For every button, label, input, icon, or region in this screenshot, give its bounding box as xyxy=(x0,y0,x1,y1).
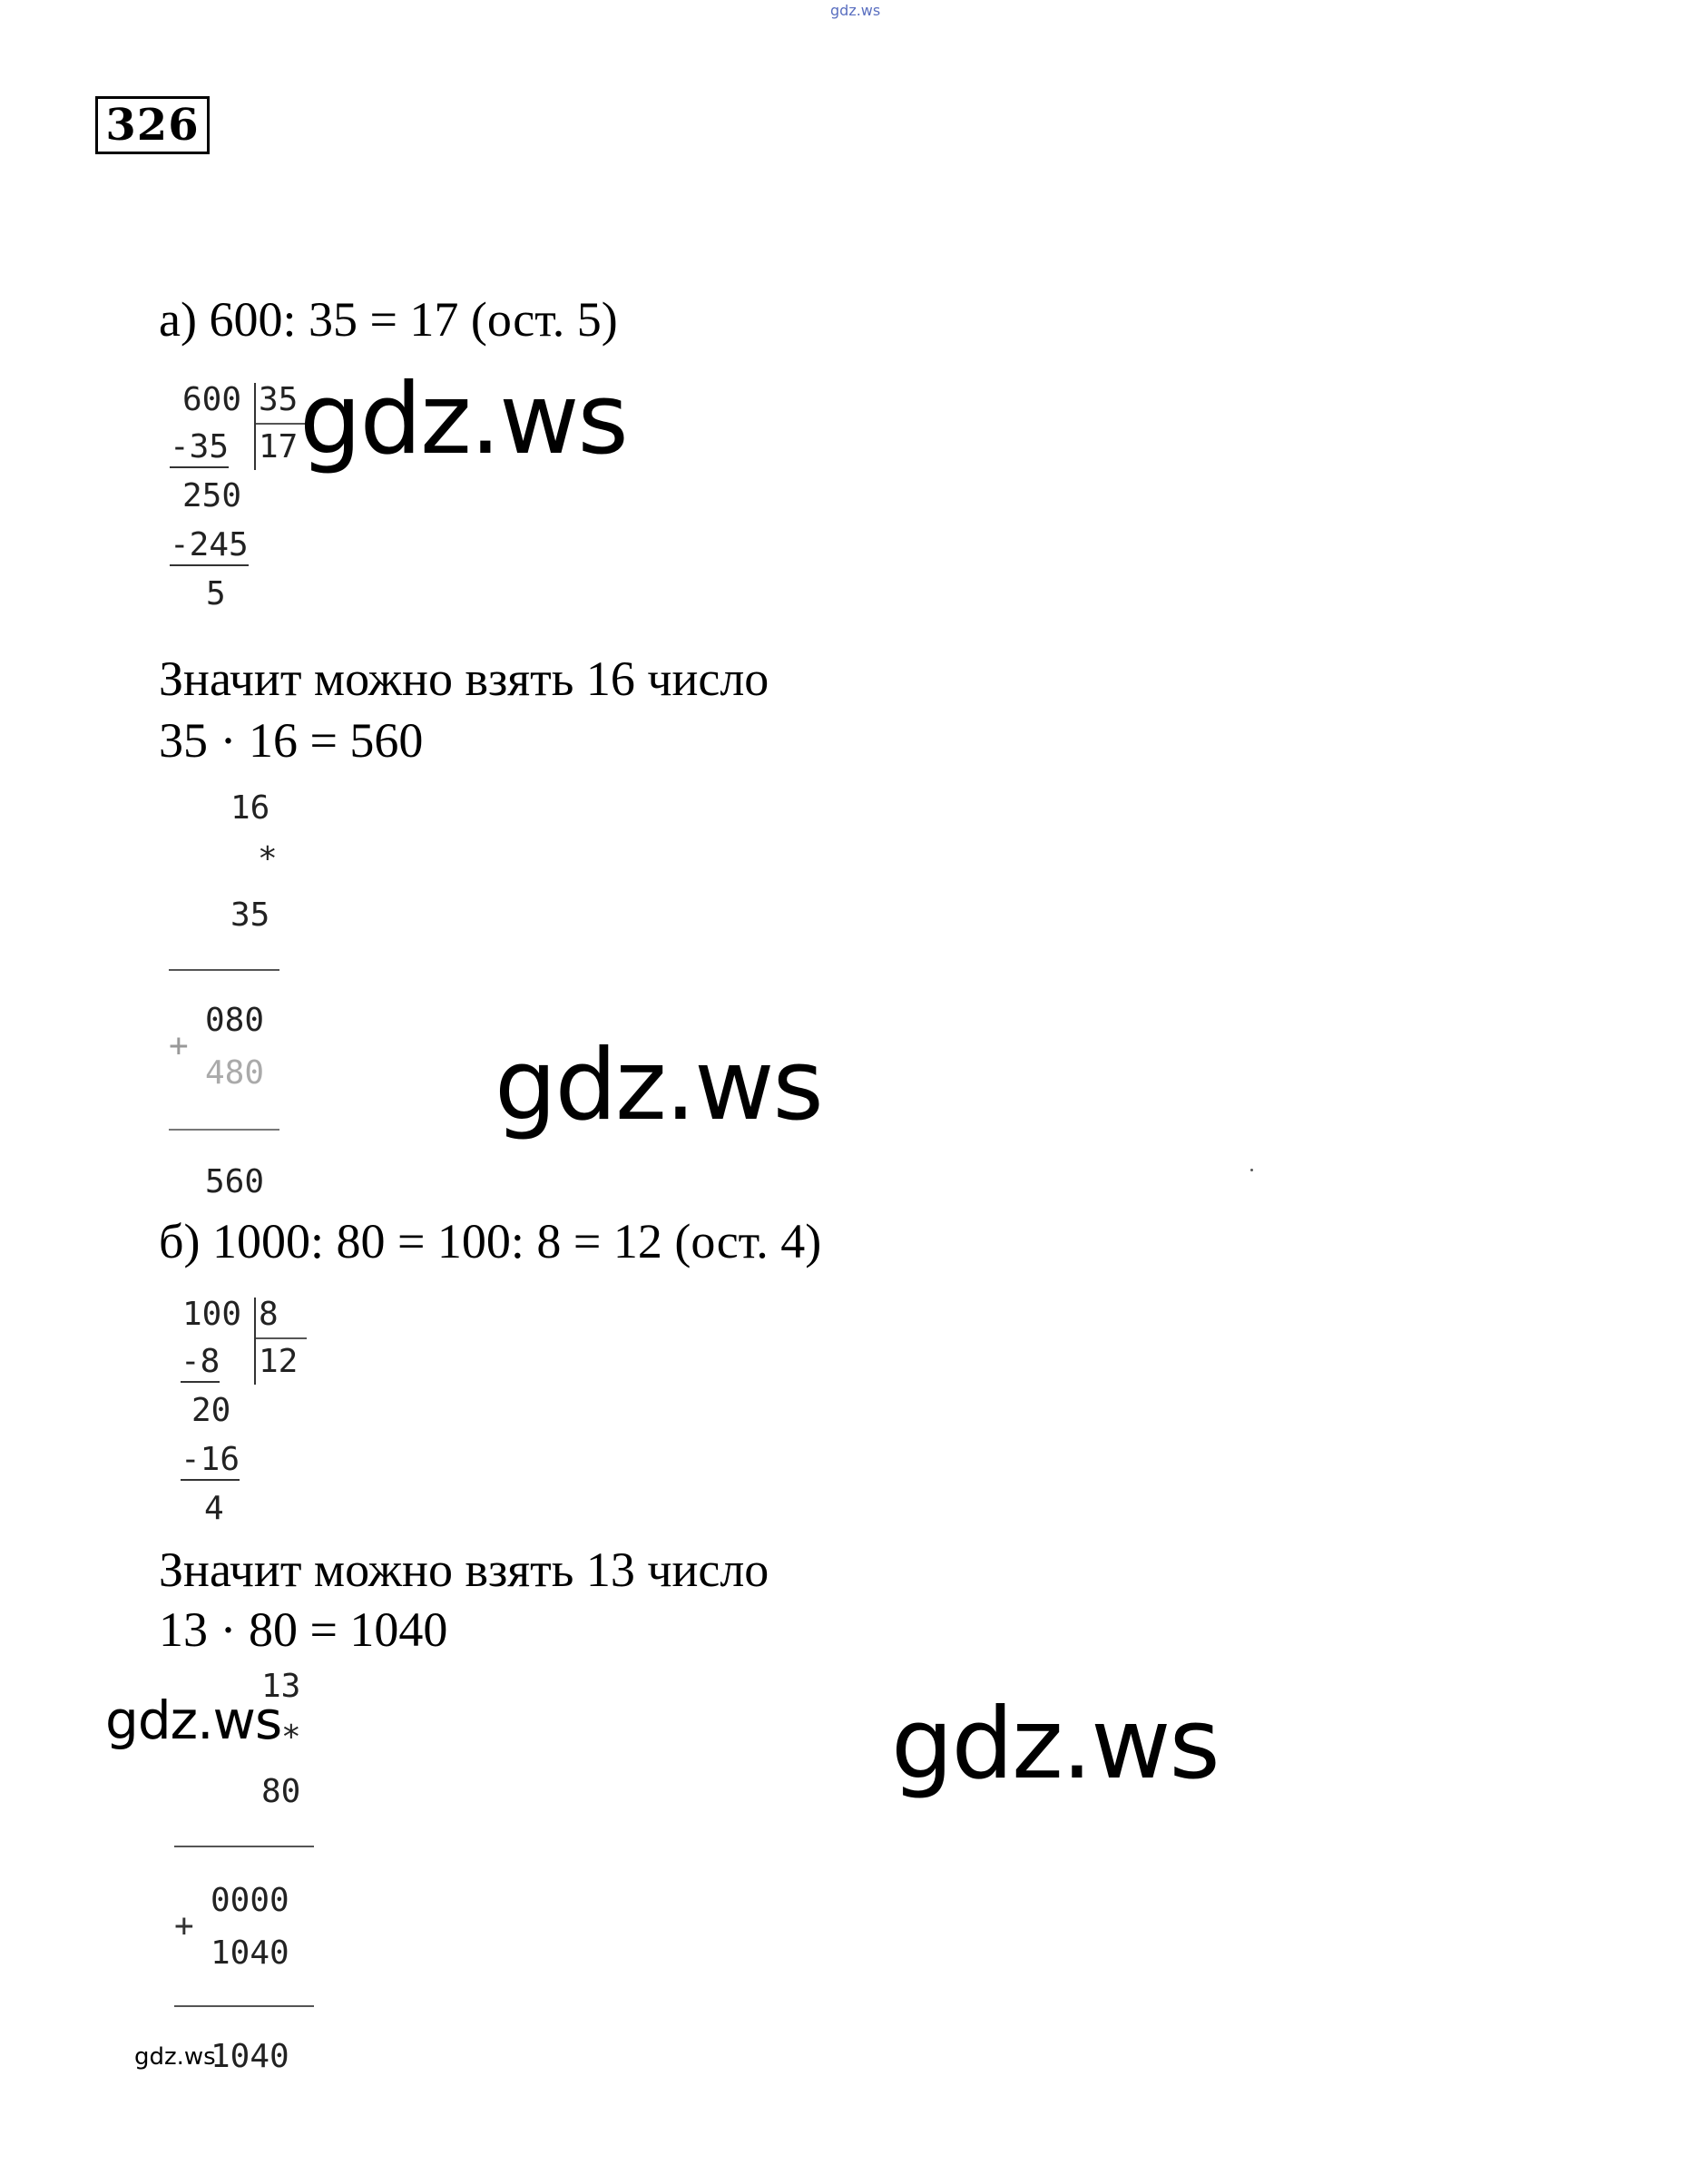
product-line-1 xyxy=(174,1846,314,1847)
divisor: 8 xyxy=(259,1296,279,1333)
multiply-sign: * xyxy=(281,1719,301,1756)
dividend: 600 xyxy=(182,381,242,418)
factor-top: 13 xyxy=(261,1668,301,1705)
part-a-column-multiplication xyxy=(163,789,309,1207)
part-b-conclusion: Значит можно взять 13 число xyxy=(159,1543,769,1597)
divisor: 35 xyxy=(259,381,299,418)
product-line-2 xyxy=(169,1129,279,1131)
product-result: 560 xyxy=(205,1163,265,1200)
subtrahend-2: -16 xyxy=(181,1441,240,1481)
remainder: 5 xyxy=(206,575,226,612)
part-a-conclusion: Значит можно взять 16 число xyxy=(159,651,769,706)
part-a-product-equation: 35 · 16 = 560 xyxy=(159,713,424,768)
product-result: 1040 xyxy=(211,2038,289,2075)
watermark: gdz.ws xyxy=(891,1688,1219,1801)
subtrahend-1: -35 xyxy=(170,428,229,468)
subtrahend-2: -245 xyxy=(170,526,249,566)
remainder-1: 250 xyxy=(182,477,242,514)
factor-top: 16 xyxy=(230,789,270,827)
remainder: 4 xyxy=(204,1490,224,1527)
quotient: 12 xyxy=(259,1343,299,1380)
factor-bottom: 35 xyxy=(230,896,270,934)
subtrahend-1: -8 xyxy=(181,1343,220,1383)
watermark: gdz.ws xyxy=(299,363,627,476)
divisor-line xyxy=(256,1337,307,1339)
product-line-1 xyxy=(169,969,279,971)
partial-product-1: 0000 xyxy=(211,1882,289,1919)
part-b-equation: б) 1000: 80 = 100: 8 = 12 (ост. 4) xyxy=(159,1214,822,1268)
partial-product-2: 1040 xyxy=(211,1934,289,1972)
part-b-product-equation: 13 · 80 = 1040 xyxy=(159,1602,448,1657)
quotient: 17 xyxy=(259,428,299,465)
watermark: gdz.ws xyxy=(495,1029,822,1142)
division-bar xyxy=(254,383,256,470)
plus-sign: + xyxy=(174,1907,194,1944)
watermark: gdz.ws xyxy=(105,1689,282,1751)
part-a-equation: а) 600: 35 = 17 (ост. 5) xyxy=(159,292,618,347)
product-line-2 xyxy=(174,2005,314,2007)
watermark: gdz.ws xyxy=(134,2043,216,2071)
dividend: 100 xyxy=(182,1296,242,1333)
multiply-sign: * xyxy=(258,840,278,877)
stray-dot xyxy=(1250,1169,1253,1171)
division-bar xyxy=(254,1298,256,1385)
problem-number: 326 xyxy=(95,96,210,154)
partial-product-1: 080 xyxy=(205,1002,265,1039)
factor-bottom: 80 xyxy=(261,1773,301,1810)
part-b-long-division xyxy=(168,1296,331,1532)
site-mark-top: gdz.ws xyxy=(830,2,881,19)
remainder-1: 20 xyxy=(191,1392,231,1429)
partial-product-2: 480 xyxy=(205,1054,265,1092)
plus-sign: + xyxy=(169,1027,189,1064)
